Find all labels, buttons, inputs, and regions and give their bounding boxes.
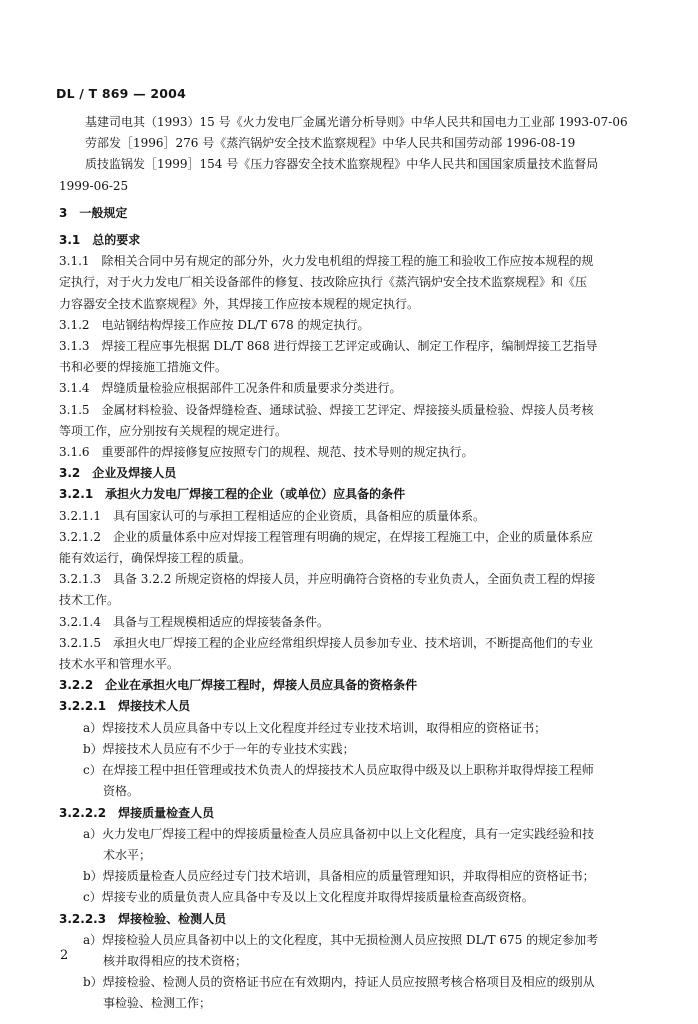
list-item: c）在焊接工程中担任管理或技术负责人的焊接技术人员应取得中级及以上职称并取得焊接工程师 [83, 763, 594, 778]
list-item: b）焊接技术人员应有不少于一年的专业技术实践； [83, 741, 355, 756]
clause-line: 3.1.5 金属材料检验、设备焊缝检查、通球试验、焊接工艺评定、焊接接头质量检验、焊接人员考核 [59, 402, 594, 417]
document-body [59, 112, 653, 1015]
clause-heading: 3.2.2.2 焊接质量检查人员 [59, 805, 215, 820]
clause-line: 3.2.1.3 具备 3.2.2 所规定资格的焊接人员，并应明确符合资格的专业负责人，全面负责工程的焊接 [59, 572, 596, 587]
list-item-continuation: 事检验、检测工作； [103, 996, 212, 1011]
reference-line: 1999-06-25 [59, 178, 129, 193]
clause-heading: 3.2.2 企业在承担火电厂焊接工程时，焊接人员应具备的资格条件 [59, 678, 418, 693]
clause-line: 技术水平和管理水平。 [59, 657, 180, 672]
clause-heading: 3.2.2.1 焊接技术人员 [59, 699, 191, 714]
clause-line: 3.1.1 除相关合同中另有规定的部分外，火力发电机组的焊接工程的施工和验收工作应按本规程的规 [59, 254, 594, 269]
clause-line: 3.2.1.1 具有国家认可的与承担工程相适应的企业资质，具备相应的质量体系。 [59, 508, 485, 523]
clause-line: 3.1.3 焊接工程应事先根据 DL/T 868 进行焊接工艺评定或确认、制定工作程序，编制焊接工艺指导 [59, 339, 598, 354]
reference-line: 基建司电其（1993）15 号《火力发电厂金属光谱分析导则》中华人民共和国电力工业部 1993-07-06 [85, 115, 628, 129]
clause-heading: 3.2.2.3 焊接检验、检测人员 [59, 911, 227, 926]
list-item: c）焊接专业的质量负责人应具备中专及以上文化程度并取得焊接质量检查高级资格。 [83, 890, 534, 905]
clause-line: 3.2.1.2 企业的质量体系中应对焊接工程管理有明确的规定，在焊接工程施工中，企业的质量体系应 [59, 529, 593, 544]
list-item: a）火力发电厂焊接工程中的焊接质量检查人员应具备初中以上文化程度，具有一定实践经验和技 [83, 826, 595, 841]
clause-line: 3.1.4 焊缝质量检验应根据部件工况条件和质量要求分类进行。 [59, 381, 402, 396]
list-item-continuation: 术水平； [103, 847, 152, 862]
clause-line: 技术工作。 [59, 593, 120, 608]
list-item: b）焊接质量检查人员应经过专门技术培训，具备相应的质量管理知识，并取得相应的资格证书； [83, 869, 595, 884]
reference-line: 劳部发［1996］276 号《蒸汽锅炉安全技术监察规程》中华人民共和国劳动部 1996-08-19 [85, 136, 576, 151]
clause-line: 3.2.1.4 具备与工程规模相适应的焊接装备条件。 [59, 614, 329, 629]
clause-line: 等项工作，应分别按有关规程的规定进行。 [59, 423, 288, 438]
list-item: a）焊接技术人员应具备中专以上文化程度并经过专业技术培训，取得相应的资格证书； [83, 720, 547, 735]
clause-line: 力容器安全技术监察规程》外，其焊接工作应按本规程的规定执行。 [59, 296, 420, 311]
subsection-heading: 3.2 企业及焊接人员 [59, 466, 177, 481]
clause-heading: 3.2.1 承担火力发电厂焊接工程的企业（或单位）应具备的条件 [59, 487, 406, 502]
list-item-continuation: 核并取得相应的技术资格； [103, 953, 248, 968]
reference-line: 质技监锅发［1999］154 号《压力容器安全技术监察规程》中华人民共和国国家质量技术监督局 [85, 157, 599, 172]
page-number: 2 [60, 948, 69, 963]
clause-line: 能有效运行，确保焊接工程的质量。 [59, 551, 252, 566]
list-item: b）焊接检验、检测人员的资格证书应在有效期内，持证人员应按照考核合格项目及相应的级别从 [83, 975, 595, 990]
clause-line: 书和必要的焊接施工措施文件。 [59, 360, 228, 375]
standard-header: DL / T 869 — 2004 [56, 86, 186, 101]
clause-line: 3.2.1.5 承担火电厂焊接工程的企业应经常组织焊接人员参加专业、技术培训，不断提高他们的专业 [59, 635, 593, 650]
list-item-continuation: 资格。 [103, 784, 140, 799]
clause-line: 定执行，对于火力发电厂相关设备部件的修复、技改除应执行《蒸汽锅炉安全技术监察规程》和《压 [59, 275, 588, 290]
subsection-heading: 3.1 总的要求 [59, 233, 141, 248]
section-heading: 3 一般规定 [59, 205, 128, 220]
clause-line: 3.1.6 重要部件的焊接修复应按照专门的规程、规范、技术导则的规定执行。 [59, 445, 474, 460]
list-item: a）焊接检验人员应具备初中以上的文化程度，其中无损检测人员应按照 DL/T 675 的规定参加考 [83, 932, 599, 947]
clause-line: 3.1.2 电站钢结构焊接工作应按 DL/T 678 的规定执行。 [59, 317, 370, 332]
